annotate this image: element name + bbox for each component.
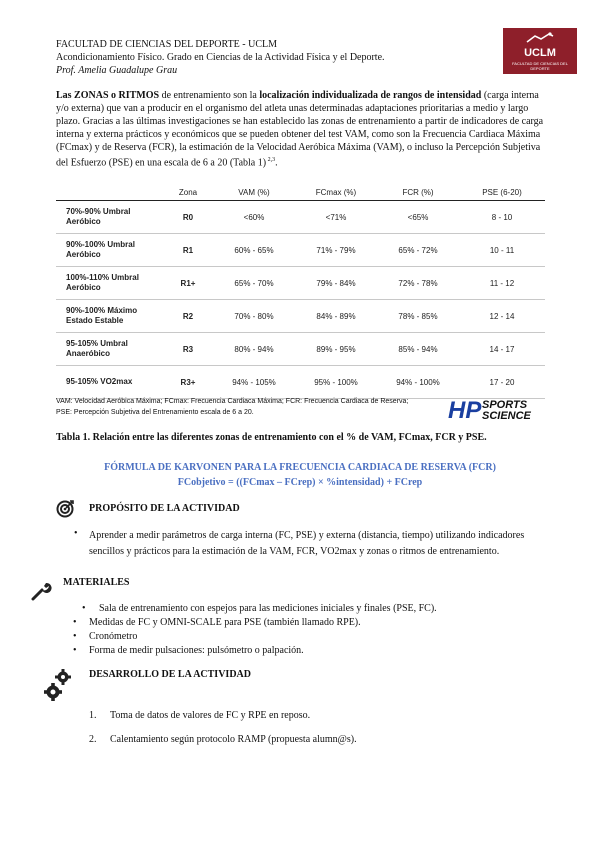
step-number: 1. — [89, 710, 97, 721]
zone-vam: 60% - 65% — [213, 234, 295, 267]
zone-name: 90%-100% Umbral Aeróbico — [56, 234, 163, 267]
table-footnote: VAM: Velocidad Aeróbica Máxima; FCmax: Frecuencia Cardiaca Máxima; FCR: Frecuencia Cardiaca de Reserva; PSE: Percepción Subjetiva del Entrenamiento escala de 6 a 20. — [56, 398, 409, 416]
zone-name: 70%-90% Umbral Aeróbico — [56, 201, 163, 234]
zone-fcr: 72% - 78% — [377, 267, 459, 300]
zone-code: R3 — [163, 333, 213, 366]
table-row — [56, 300, 545, 333]
step-text: Toma de datos de valores de FC y RPE en reposo. — [110, 710, 311, 721]
bullet-dot: • — [73, 617, 77, 628]
zone-fcr: 85% - 94% — [377, 333, 459, 366]
logo-text: UCLM — [524, 47, 556, 59]
table-header-row — [56, 184, 545, 201]
zone-name: 95-105% VO2max — [56, 366, 163, 399]
table-row — [56, 201, 545, 234]
brand-science: SCIENCE — [482, 410, 531, 422]
zone-code: R3+ — [163, 366, 213, 399]
zone-fcmax: 71% - 79% — [295, 234, 377, 267]
materiales-item: Sala de entrenamiento con espejos para las mediciones iniciales y finales (PSE, FC). — [99, 603, 437, 614]
materiales-title: MATERIALES — [63, 577, 130, 588]
intro-paragraph — [56, 89, 546, 169]
brand-sports: SPORTS — [482, 399, 528, 411]
proposito-text: Aprender a medir parámetros de carga interna (FC, PSE) y externa (distancia, tiempo) utilizando indicadores sencillos y prácticos para la estimación de la VAM, FCR, VO2max y zonas o ritmos de entrenamiento. — [89, 530, 525, 557]
zone-fcmax: 95% - 100% — [295, 366, 377, 399]
runner-icon — [525, 32, 545, 46]
zone-pse: 14 - 17 — [459, 333, 545, 366]
materiales-item: Medidas de FC y OMNI-SCALE para PSE (también llamado RPE). — [89, 617, 361, 628]
zone-vam: <60% — [213, 201, 295, 234]
table-header-name — [56, 184, 163, 201]
zone-vam: 65% - 70% — [213, 267, 295, 300]
zone-pse: 11 - 12 — [459, 267, 545, 300]
table-header-pse: PSE (6-20) — [459, 184, 545, 201]
bullet-dot: • — [73, 631, 77, 642]
zone-pse: 8 - 10 — [459, 201, 545, 234]
zone-fcmax: 79% - 84% — [295, 267, 377, 300]
header-faculty: FACULTAD DE CIENCIAS DEL DEPORTE - UCLM — [56, 39, 278, 50]
materiales-item: Cronómetro — [89, 631, 138, 642]
zone-vam: 94% - 105% — [213, 366, 295, 399]
bullet-dot: • — [74, 528, 78, 539]
header-course: Acondicionamiento Físico. Grado en Ciencias de la Actividad Física y el Deporte. — [56, 52, 385, 63]
desarrollo-title: DESARROLLO DE LA ACTIVIDAD — [89, 669, 251, 680]
zone-fcmax: 84% - 89% — [295, 300, 377, 333]
zone-fcmax: <71% — [295, 201, 377, 234]
zone-code: R0 — [163, 201, 213, 234]
hp-sports-science-logo — [448, 397, 543, 424]
brand-hp: HP — [448, 397, 482, 424]
intro-text-3: . — [275, 157, 278, 169]
header-professor: Prof. Amelia Guadalupe Grau — [56, 65, 178, 76]
zone-name: 95-105% Umbral Anaeróbico — [56, 333, 163, 366]
zone-fcr: 94% - 100% — [377, 366, 459, 399]
table-header-fcmax: FCmax (%) — [295, 184, 377, 201]
zones-table — [56, 184, 545, 430]
zone-pse: 12 - 14 — [459, 300, 545, 333]
table-row — [56, 333, 545, 366]
bullet-dot: • — [73, 645, 77, 656]
zone-vam: 80% - 94% — [213, 333, 295, 366]
table-row — [56, 366, 545, 399]
intro-text-1: de entrenamiento son la — [159, 90, 260, 101]
karvonen-formula — [56, 460, 544, 490]
uclm-logo — [503, 28, 577, 74]
zone-pse: 10 - 11 — [459, 234, 545, 267]
proposito-title: PROPÓSITO DE LA ACTIVIDAD — [89, 503, 240, 514]
zone-vam: 70% - 80% — [213, 300, 295, 333]
zone-name: 100%-110% Umbral Aeróbico — [56, 267, 163, 300]
zone-fcmax: 89% - 95% — [295, 333, 377, 366]
zone-code: R2 — [163, 300, 213, 333]
intro-text-2: (carga interna y/o externa) que van a producir en el organismo del atleta unas determinadas adaptaciones prioritarias a medio y largo plazo. Gracias a las últimas investigaciones se han establecido las zonas de entrenamiento a partir de indicadores de carga interna y externa prácticos y económicos que se pueden obtener del test VAM, como son la Frecuencia Cardiaca Máxima (FCmax) y de Reserva (FCR), la estimación de la Velocidad Aeróbica Máxima (VAM), o incluso la Percepción Subjetiva del Esfuerzo (PSE) en una escala de 6 a 20 (Tabla 1) — [56, 90, 544, 169]
gears-icon — [44, 668, 72, 702]
bullet-dot: • — [82, 603, 86, 614]
formula-title: FÓRMULA DE KARVONEN PARA LA FRECUENCIA CARDIACA DE RESERVA (FCR) — [104, 462, 496, 473]
step-number: 2. — [89, 734, 97, 745]
table-header-zone: Zona — [163, 184, 213, 201]
table-header-vam: VAM (%) — [213, 184, 295, 201]
target-icon — [56, 500, 74, 518]
materiales-item: Forma de medir pulsaciones: pulsómetro o palpación. — [89, 645, 304, 656]
zone-code: R1 — [163, 234, 213, 267]
table-caption: Tabla 1. Relación entre las diferentes zonas de entrenamiento con el % de VAM, FCmax, FCR y PSE. — [56, 432, 487, 443]
zone-fcr: 65% - 72% — [377, 234, 459, 267]
table-row — [56, 234, 545, 267]
intro-bold-2: localización individualizada de rangos de intensidad — [259, 90, 482, 101]
intro-bold-1: Las ZONAS o RITMOS — [56, 90, 160, 101]
table-header-fcr: FCR (%) — [377, 184, 459, 201]
zone-pse: 17 - 20 — [459, 366, 545, 399]
logo-subtext: FACULTAD DE CIENCIAS DEL DEPORTE — [512, 61, 568, 71]
intro-superscript: 2,3 — [266, 157, 276, 163]
wrench-icon — [30, 580, 52, 602]
table-row — [56, 267, 545, 300]
step-text: Calentamiento según protocolo RAMP (propuesta alumn@s). — [110, 734, 357, 745]
formula-expression: FCobjetivo = ((FCmax – FCrep) × %intensidad) + FCrep — [177, 477, 423, 488]
zone-name: 90%-100% Máximo Estado Estable — [56, 300, 163, 333]
zone-fcr: <65% — [377, 201, 459, 234]
zone-fcr: 78% - 85% — [377, 300, 459, 333]
zone-code: R1+ — [163, 267, 213, 300]
